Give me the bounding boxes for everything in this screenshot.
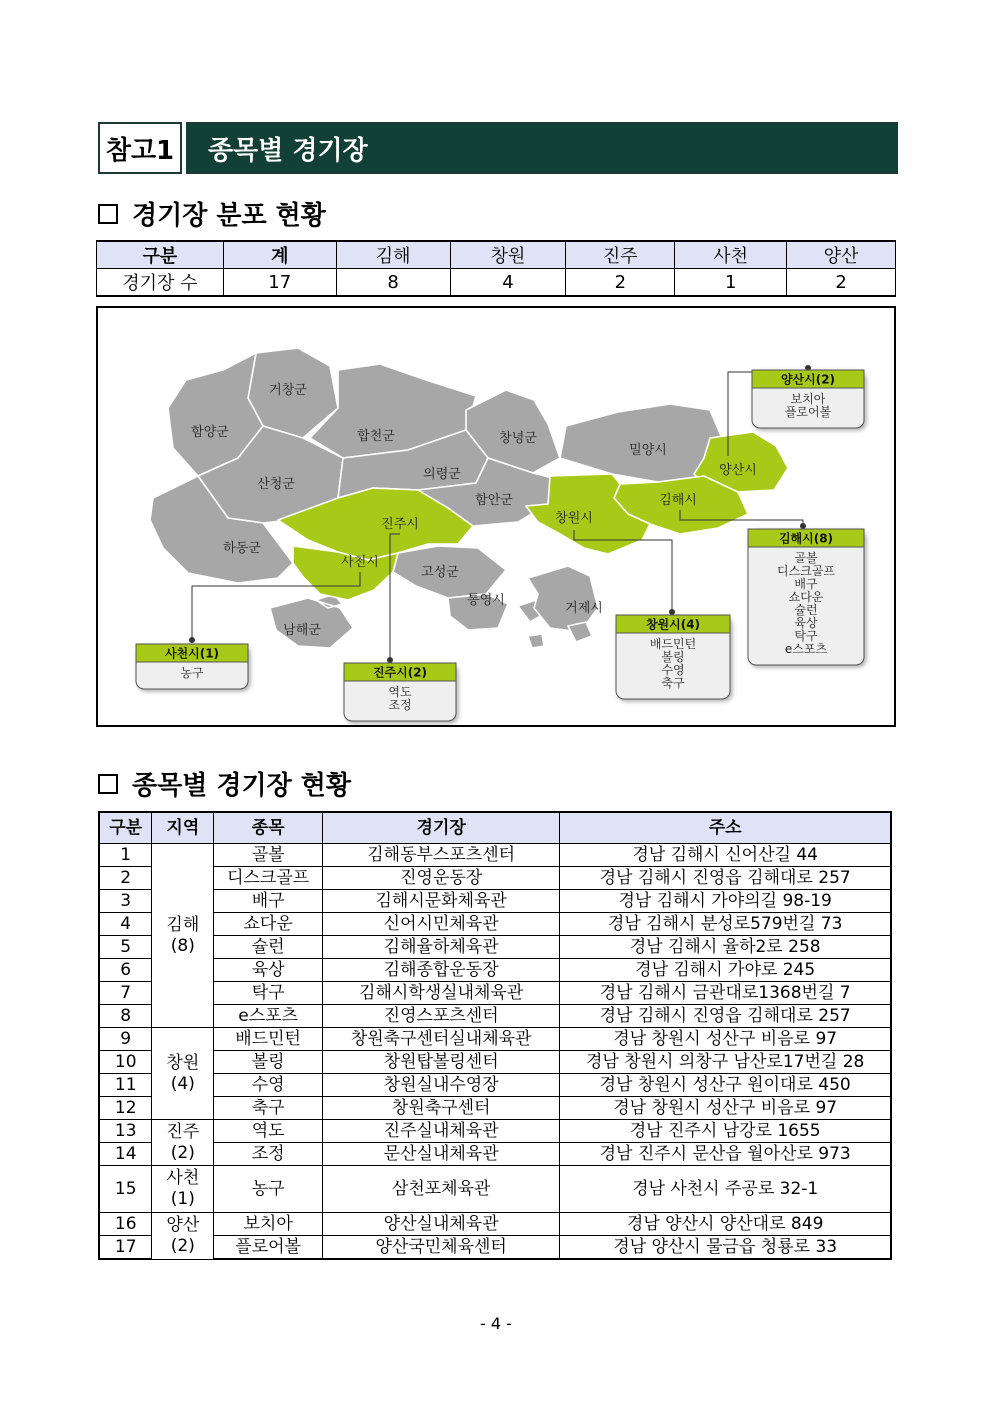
venue-address-cell: 경남 김해시 가야로 245 — [560, 959, 891, 982]
leader-dot-gimhae — [801, 524, 806, 529]
label-sancheong: 산청군 — [257, 477, 295, 492]
venue-address-cell: 경남 김해시 율하2로 258 — [560, 936, 891, 959]
venue-sport-cell: 축구 — [214, 1097, 323, 1120]
summary-header-cell: 사천 — [675, 241, 787, 269]
summary-header-cell: 창원 — [450, 241, 566, 269]
venue-name-cell: 진영스포츠센터 — [323, 1005, 560, 1028]
venue-row — [99, 867, 891, 890]
label-hadong: 하동군 — [223, 541, 261, 556]
leader-dot-sacheon — [190, 638, 195, 643]
venue-row — [99, 1005, 891, 1028]
venue-sport-cell: 쇼다운 — [214, 913, 323, 936]
venue-no-cell: 1 — [99, 844, 152, 867]
callout-item: 축구 — [661, 676, 685, 690]
venue-sport-cell: 역도 — [214, 1120, 323, 1143]
venue-address-cell: 경남 김해시 진영읍 김해대로 257 — [560, 1005, 891, 1028]
venue-no-cell: 10 — [99, 1051, 152, 1074]
label-changwon: 창원시 — [555, 511, 593, 526]
venue-sport-cell: 골볼 — [214, 844, 323, 867]
venue-header-cell: 지역 — [152, 812, 214, 844]
venue-no-cell: 2 — [99, 867, 152, 890]
summary-header-cell: 김해 — [336, 241, 450, 269]
venue-row — [99, 1166, 891, 1213]
callout-item: 골볼 — [794, 551, 818, 565]
venue-address-cell: 경남 양산시 양산대로 849 — [560, 1213, 891, 1236]
venue-name-cell: 신어시민체육관 — [323, 913, 560, 936]
label-geoje: 거제시 — [565, 601, 603, 616]
label-jinju: 진주시 — [381, 517, 419, 532]
reference-header — [98, 122, 898, 174]
venue-sport-cell: 육상 — [214, 959, 323, 982]
summary-cell: 경기장 수 — [97, 269, 224, 297]
callout-item: 슐런 — [794, 603, 818, 617]
venue-address-cell: 경남 김해시 분성로579번길 73 — [560, 913, 891, 936]
venue-name-cell: 문산실내체육관 — [323, 1143, 560, 1166]
callout-item: 쇼다운 — [788, 590, 824, 604]
venue-address-cell: 경남 김해시 금관대로1368번길 7 — [560, 982, 891, 1005]
summary-count-row — [97, 269, 896, 297]
venue-row — [99, 1051, 891, 1074]
venue-name-cell: 창원축구센터 — [323, 1097, 560, 1120]
venue-header-row — [99, 812, 891, 844]
callout-item: 배구 — [794, 577, 818, 591]
callout-title: 진주시(2) — [372, 665, 428, 680]
venue-region-cell — [152, 1028, 214, 1120]
venue-sport-cell: 볼링 — [214, 1051, 323, 1074]
venue-region-count: (2) — [170, 1142, 195, 1163]
label-sacheon: 사천시 — [341, 555, 379, 570]
venue-row — [99, 1213, 891, 1236]
venue-region-name: 김해 — [166, 914, 200, 935]
venue-no-cell: 13 — [99, 1120, 152, 1143]
venue-name-cell: 창원실내수영장 — [323, 1074, 560, 1097]
summary-header-cell: 계 — [223, 241, 336, 269]
label-changnyeong: 창녕군 — [499, 431, 537, 446]
summary-cell: 2 — [787, 269, 896, 297]
venue-map-svg — [98, 308, 894, 725]
section-distribution-heading — [98, 195, 326, 232]
square-bullet-icon — [98, 774, 118, 794]
venue-row — [99, 844, 891, 867]
venue-no-cell: 8 — [99, 1005, 152, 1028]
venue-no-cell: 11 — [99, 1074, 152, 1097]
venue-no-cell: 3 — [99, 890, 152, 913]
callout-item: 디스크골프 — [777, 564, 835, 578]
section-venues-heading — [98, 765, 351, 802]
venue-header-cell: 주소 — [560, 812, 891, 844]
label-haman: 함안군 — [475, 493, 513, 508]
summary-header-cell: 양산 — [787, 241, 896, 269]
callout-title: 양산시(2) — [780, 372, 836, 387]
venue-name-cell: 삼천포체육관 — [323, 1166, 560, 1213]
venue-sport-cell: 플로어볼 — [214, 1236, 323, 1260]
venue-address-cell: 경남 창원시 의창구 남산로17번길 28 — [560, 1051, 891, 1074]
callout-item: 농구 — [180, 666, 204, 680]
venue-row — [99, 1074, 891, 1097]
page-number: - 4 - — [480, 1314, 512, 1333]
venue-region-name: 사천 — [166, 1168, 200, 1188]
venue-region-count: (2) — [170, 1235, 195, 1256]
venue-name-cell: 진영운동장 — [323, 867, 560, 890]
venue-sport-cell: 배구 — [214, 890, 323, 913]
venue-no-cell: 16 — [99, 1213, 152, 1236]
venue-no-cell: 4 — [99, 913, 152, 936]
callout-sacheon — [136, 644, 248, 689]
callout-item: 역도 — [388, 685, 412, 699]
venue-name-cell: 김해종합운동장 — [323, 959, 560, 982]
venue-region-cell — [152, 1166, 214, 1213]
label-miryang: 밀양시 — [629, 443, 667, 458]
venue-name-cell: 양산실내체육관 — [323, 1213, 560, 1236]
callout-title: 김해시(8) — [778, 531, 834, 546]
label-geochang: 거창군 — [269, 383, 307, 398]
venue-row — [99, 1143, 891, 1166]
summary-cell: 1 — [675, 269, 787, 297]
summary-header-cell: 구분 — [97, 241, 224, 269]
callout-item: 배드민턴 — [649, 637, 697, 651]
reference-title: 종목별 경기장 — [186, 122, 898, 174]
venue-sport-cell: 슐런 — [214, 936, 323, 959]
venue-row — [99, 1236, 891, 1260]
venue-header-cell: 경기장 — [323, 812, 560, 844]
callout-item: 볼링 — [661, 650, 685, 664]
callout-item: 수영 — [661, 663, 685, 677]
label-hapcheon: 합천군 — [357, 429, 395, 444]
venue-region-count: (8) — [170, 935, 195, 956]
callout-gimhae — [748, 529, 864, 665]
venue-address-cell: 경남 창원시 성산구 비음로 97 — [560, 1028, 891, 1051]
section-distribution-title: 경기장 분포 현황 — [132, 201, 326, 231]
venue-sport-cell: 배드민턴 — [214, 1028, 323, 1051]
venue-name-cell: 김해동부스포츠센터 — [323, 844, 560, 867]
venue-address-cell: 경남 진주시 문산읍 월아산로 973 — [560, 1143, 891, 1166]
venue-sport-cell: 농구 — [214, 1166, 323, 1213]
venue-row — [99, 1120, 891, 1143]
callout-item: 육상 — [794, 616, 818, 630]
venue-address-cell: 경남 진주시 남강로 1655 — [560, 1120, 891, 1143]
label-tongyeong: 통영시 — [467, 593, 505, 608]
venue-region-cell — [152, 1213, 214, 1260]
section-venues-title: 종목별 경기장 현황 — [132, 771, 352, 801]
venue-name-cell: 김해시문화체육관 — [323, 890, 560, 913]
venue-header-cell: 구분 — [99, 812, 152, 844]
venue-no-cell: 7 — [99, 982, 152, 1005]
region-geoje — [528, 566, 598, 632]
venue-row — [99, 1097, 891, 1120]
callout-item: 탁구 — [794, 629, 818, 643]
summary-cell: 8 — [336, 269, 450, 297]
venue-region-count: (1) — [170, 1189, 195, 1209]
venue-row — [99, 936, 891, 959]
leader-dot-changwon — [670, 610, 675, 615]
callout-jinju — [344, 663, 456, 721]
venue-no-cell: 15 — [99, 1166, 152, 1213]
label-namhae: 남해군 — [283, 623, 321, 638]
venue-region-name: 진주 — [166, 1121, 200, 1142]
venue-region-cell — [152, 1120, 214, 1166]
venue-region-name: 창원 — [166, 1052, 200, 1073]
venue-no-cell: 9 — [99, 1028, 152, 1051]
venue-header-cell: 종목 — [214, 812, 323, 844]
summary-header-cell: 진주 — [566, 241, 675, 269]
venue-sport-cell: 수영 — [214, 1074, 323, 1097]
venue-address-cell: 경남 양산시 물금읍 청룡로 33 — [560, 1236, 891, 1260]
venue-region-name: 양산 — [166, 1214, 200, 1235]
venue-no-cell: 6 — [99, 959, 152, 982]
callout-item: e스포츠 — [784, 642, 828, 656]
square-bullet-icon — [98, 204, 118, 224]
venue-address-cell: 경남 김해시 진영읍 김해대로 257 — [560, 867, 891, 890]
callout-title: 사천시(1) — [164, 646, 220, 661]
summary-table — [96, 240, 896, 297]
venue-address-cell: 경남 김해시 가야의길 98-19 — [560, 890, 891, 913]
venue-row — [99, 1028, 891, 1051]
venue-address-cell: 경남 창원시 성산구 비음로 97 — [560, 1097, 891, 1120]
venue-name-cell: 진주실내체육관 — [323, 1120, 560, 1143]
label-goseong: 고성군 — [421, 565, 459, 580]
venue-address-cell: 경남 창원시 성산구 원이대로 450 — [560, 1074, 891, 1097]
label-uiryeong: 의령군 — [423, 467, 461, 482]
venue-row — [99, 913, 891, 936]
venue-no-cell: 14 — [99, 1143, 152, 1166]
venue-no-cell: 12 — [99, 1097, 152, 1120]
venue-table — [98, 811, 892, 1260]
callout-item: 플로어볼 — [784, 405, 832, 419]
venue-sport-cell: 탁구 — [214, 982, 323, 1005]
summary-header-row — [97, 241, 896, 269]
label-gimhae: 김해시 — [659, 493, 697, 508]
venue-name-cell: 김해율하체육관 — [323, 936, 560, 959]
venue-row — [99, 890, 891, 913]
venue-sport-cell: 디스크골프 — [214, 867, 323, 890]
region-island-1 — [568, 622, 592, 642]
summary-cell: 2 — [566, 269, 675, 297]
venue-region-cell — [152, 844, 214, 1028]
callout-changwon — [616, 615, 730, 699]
venue-address-cell: 경남 사천시 주공로 32-1 — [560, 1166, 891, 1213]
summary-cell: 4 — [450, 269, 566, 297]
label-yangsan: 양산시 — [719, 463, 757, 478]
venue-name-cell: 양산국민체육센터 — [323, 1236, 560, 1260]
callout-item: 조정 — [388, 698, 412, 712]
venue-sport-cell: 조정 — [214, 1143, 323, 1166]
venue-sport-cell: e스포츠 — [214, 1005, 323, 1028]
reference-tag: 참고1 — [98, 122, 182, 174]
callout-title: 창원시(4) — [645, 617, 701, 632]
callout-yangsan — [752, 370, 864, 428]
venue-region-count: (4) — [170, 1073, 195, 1094]
venue-row — [99, 982, 891, 1005]
label-hamyang: 함양군 — [191, 425, 229, 440]
venue-name-cell: 창원탑볼링센터 — [323, 1051, 560, 1074]
venue-name-cell: 창원축구센터실내체육관 — [323, 1028, 560, 1051]
venue-row — [99, 959, 891, 982]
venue-name-cell: 김해시학생실내체육관 — [323, 982, 560, 1005]
leader-dot-jinju — [388, 658, 393, 663]
region-namhae — [270, 594, 353, 648]
region-island-2 — [528, 634, 544, 648]
venue-map — [96, 306, 896, 727]
summary-cell: 17 — [223, 269, 336, 297]
callout-item: 보치아 — [790, 392, 826, 406]
venue-address-cell: 경남 김해시 신어산길 44 — [560, 844, 891, 867]
venue-no-cell: 17 — [99, 1236, 152, 1260]
venue-no-cell: 5 — [99, 936, 152, 959]
venue-sport-cell: 보치아 — [214, 1213, 323, 1236]
